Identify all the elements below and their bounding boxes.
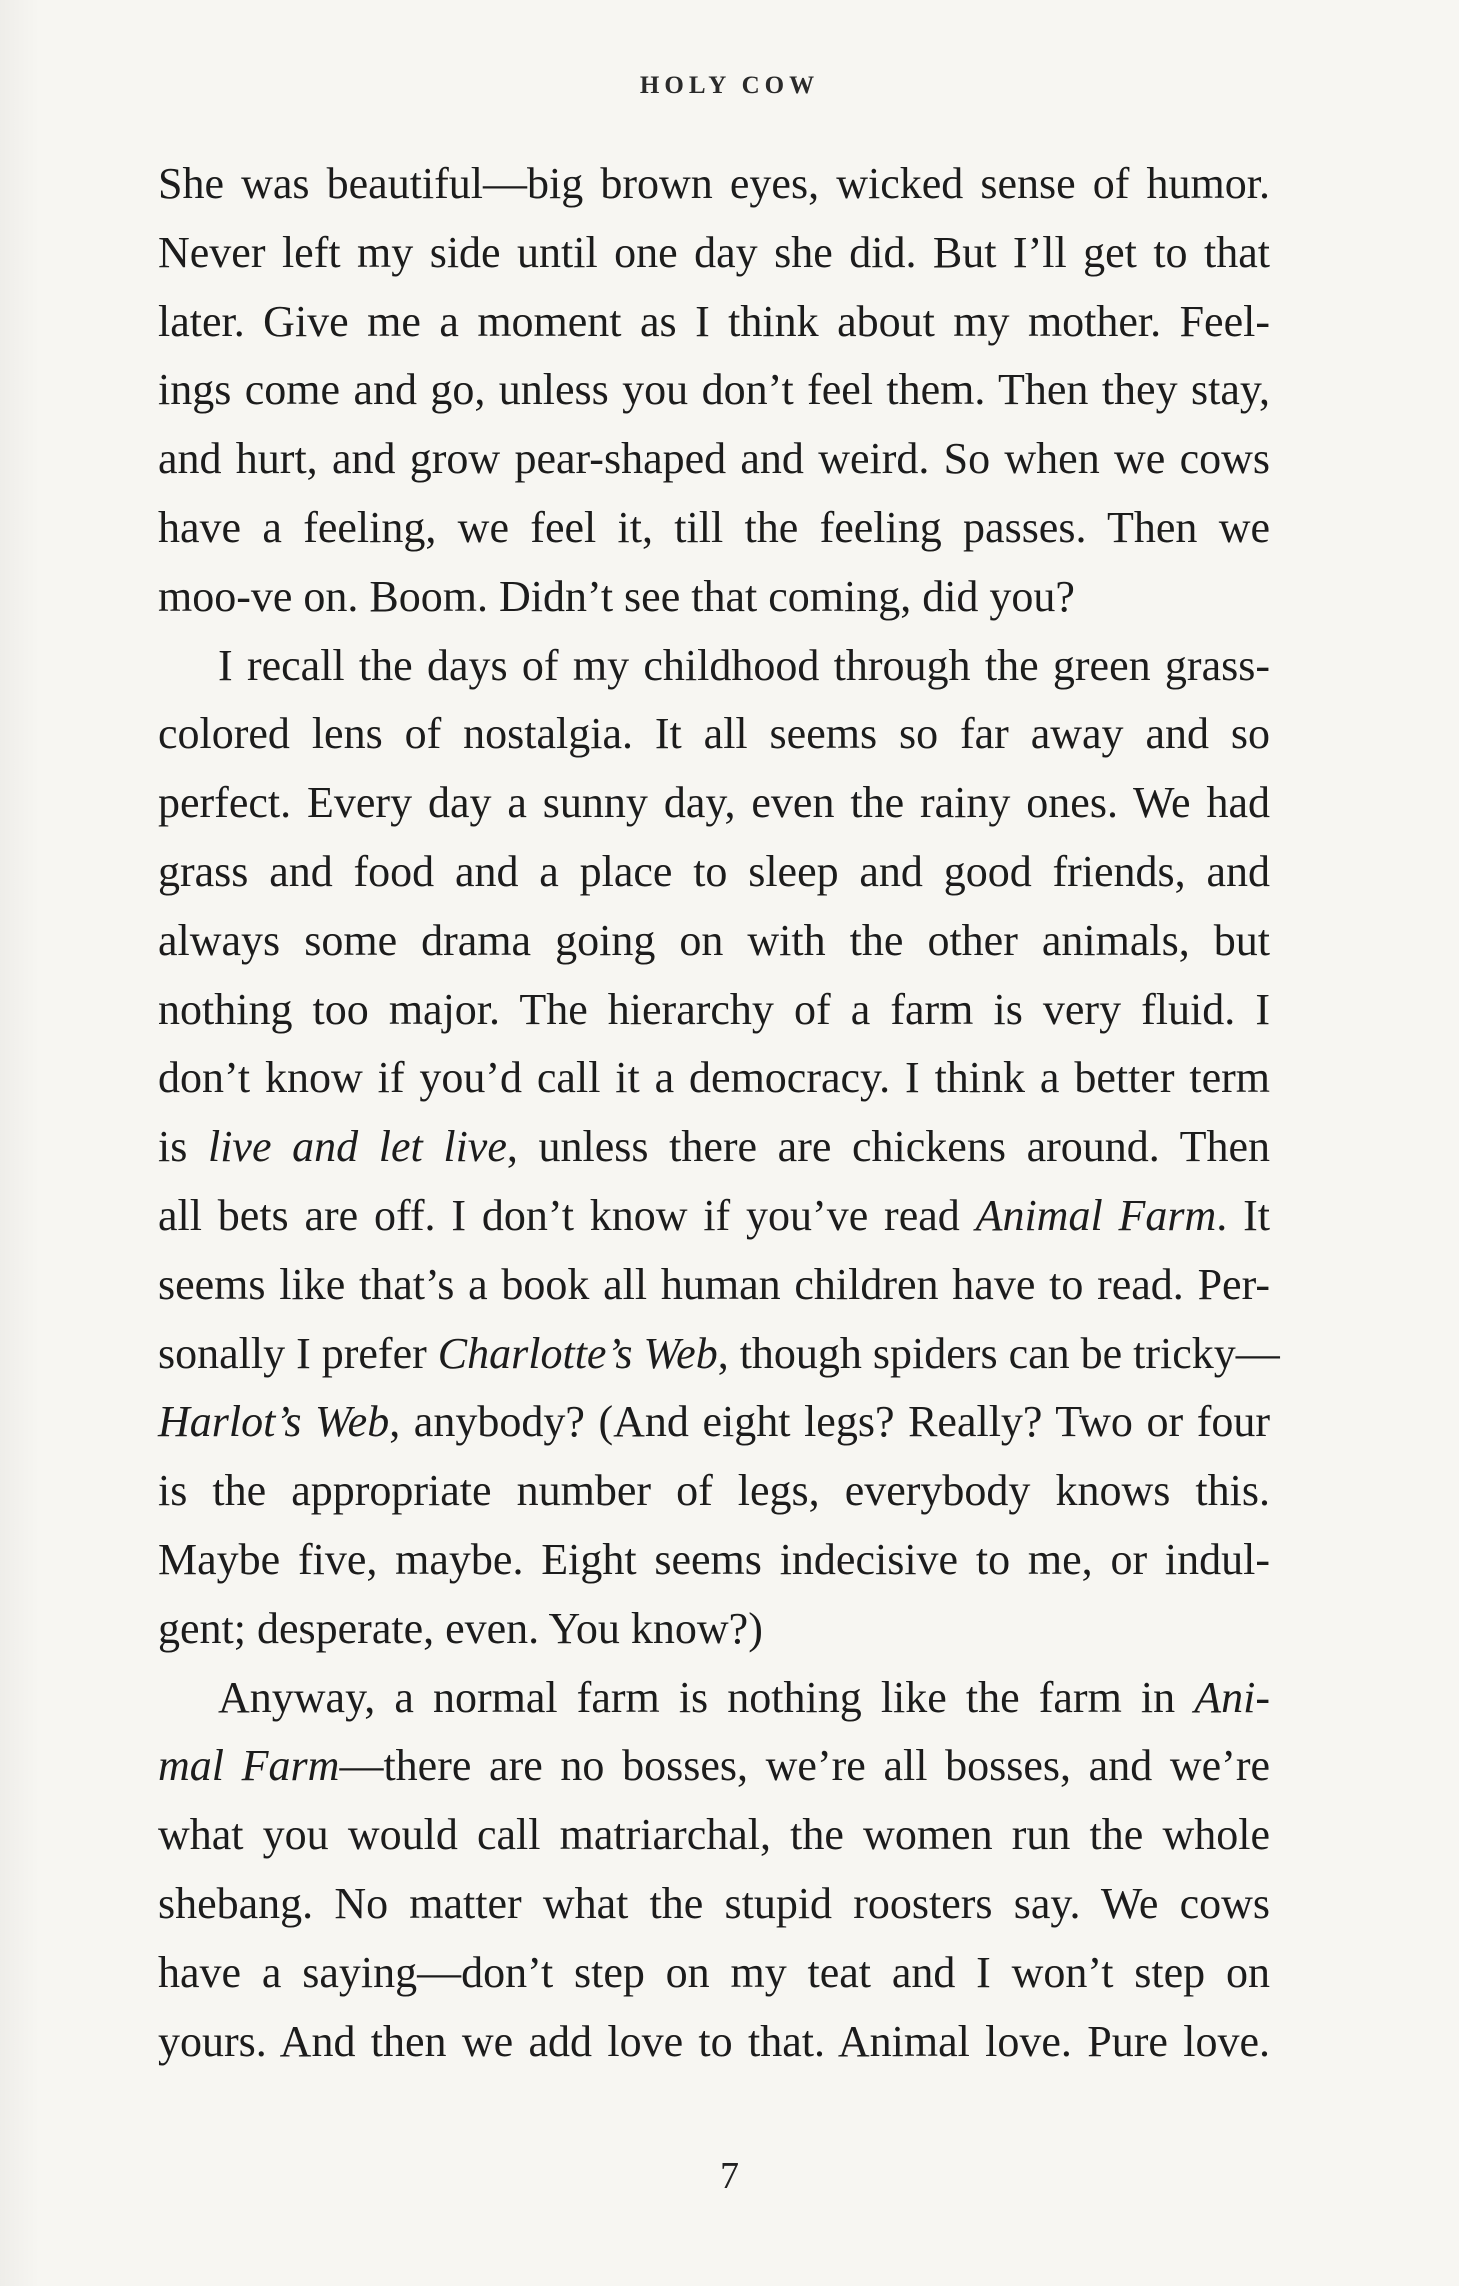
- italic-title: Harlot’s Web: [158, 1397, 390, 1447]
- text-line: [158, 219, 1270, 288]
- text-run: have a saying—don’t step on my teat and I won’t step on: [158, 1947, 1270, 1997]
- text-run: and hurt, and grow pear-shaped and weird. So when we cows: [158, 434, 1270, 484]
- text-line: [158, 1870, 1270, 1939]
- body-text: [158, 150, 1280, 2076]
- text-run: sonally I prefer: [158, 1328, 438, 1378]
- text-line: [158, 1044, 1270, 1113]
- text-run: seems like that’s a book all human children have to read. Per-: [158, 1259, 1270, 1309]
- text-line: [158, 1664, 1270, 1733]
- text-run: all bets are off. I don’t know if you’ve read: [158, 1190, 976, 1240]
- text-line: [158, 1251, 1270, 1320]
- text-run: is: [158, 1122, 208, 1172]
- text-line: [158, 494, 1270, 563]
- text-line: [158, 1595, 1270, 1664]
- text-line: [158, 1182, 1270, 1251]
- text-line: [158, 563, 1270, 632]
- text-line: [158, 288, 1270, 357]
- text-run: perfect. Every day a sunny day, even the rainy ones. We had: [158, 778, 1270, 828]
- text-run: yours. And then we add love to that. Animal love. Pure love.: [158, 2016, 1270, 2066]
- text-run: She was beautiful—big brown eyes, wicked sense of humor.: [158, 159, 1270, 208]
- text-run: colored lens of nostalgia. It all seems so far away and so: [158, 709, 1270, 759]
- text-run: have a feeling, we feel it, till the feeling passes. Then we: [158, 502, 1270, 552]
- text-run: Anyway, a normal farm is nothing like the farm in: [218, 1672, 1195, 1722]
- text-line: [158, 1939, 1270, 2008]
- text-line: [158, 1457, 1270, 1526]
- page-number: 7: [720, 2155, 739, 2197]
- text-run: moo-ve on. Boom. Didn’t see that coming, did you?: [158, 571, 1075, 621]
- text-line: [158, 907, 1270, 976]
- text-run: nothing too major. The hierarchy of a farm is very fluid. I: [158, 984, 1270, 1034]
- text-line: [158, 1388, 1270, 1457]
- text-run: is the appropriate number of legs, everybody knows this.: [158, 1466, 1270, 1516]
- text-run: , though spiders can be tricky—: [717, 1328, 1280, 1378]
- italic-title: Animal Farm: [975, 1190, 1217, 1240]
- text-run: don’t know if you’d call it a democracy. I think a better term: [158, 1053, 1270, 1103]
- italic-title: Ani-: [1194, 1672, 1270, 1722]
- italic-title: mal Farm: [158, 1741, 340, 1791]
- text-line: [158, 1113, 1270, 1182]
- text-line: [158, 838, 1270, 907]
- italic-title: Charlotte’s Web: [437, 1328, 718, 1378]
- text-run: , anybody? (And eight legs? Really? Two or four: [389, 1397, 1271, 1447]
- text-run: later. Give me a moment as I think about my mother. Feel-: [158, 296, 1270, 346]
- page-shading: [0, 0, 40, 2286]
- text-line: [158, 632, 1270, 701]
- text-line: [158, 425, 1270, 494]
- text-run: shebang. No matter what the stupid roosters say. We cows: [158, 1878, 1270, 1928]
- text-run: ings come and go, unless you don’t feel them. Then they stay,: [158, 365, 1270, 415]
- text-run: Never left my side until one day she did. But I’ll get to that: [158, 227, 1270, 277]
- text-run: I recall the days of my childhood through the green grass-: [218, 640, 1270, 690]
- text-run: . It: [1216, 1190, 1270, 1240]
- text-line: [158, 1732, 1270, 1801]
- text-line: [158, 769, 1270, 838]
- text-line: [158, 1801, 1270, 1870]
- text-run: , unless there are chickens around. Then: [506, 1122, 1270, 1172]
- text-run: gent; desperate, even. You know?): [158, 1603, 763, 1653]
- text-line: [158, 700, 1270, 769]
- running-head: HOLY COW: [639, 72, 820, 99]
- text-line: [158, 1320, 1280, 1389]
- text-run: —there are no bosses, we’re all bosses, and we’re: [339, 1741, 1271, 1791]
- text-run: always some drama going on with the other animals, but: [158, 915, 1270, 965]
- text-run: grass and food and a place to sleep and good friends, and: [158, 846, 1270, 896]
- text-line: [158, 976, 1270, 1045]
- text-line: [158, 1526, 1270, 1595]
- text-run: Maybe five, maybe. Eight seems indecisive to me, or indul-: [158, 1534, 1270, 1584]
- text-line: [158, 356, 1270, 425]
- italic-title: live and let live: [207, 1122, 507, 1172]
- text-run: what you would call matriarchal, the women run the whole: [158, 1810, 1270, 1860]
- text-line: [158, 150, 1270, 219]
- text-line: [158, 2008, 1270, 2077]
